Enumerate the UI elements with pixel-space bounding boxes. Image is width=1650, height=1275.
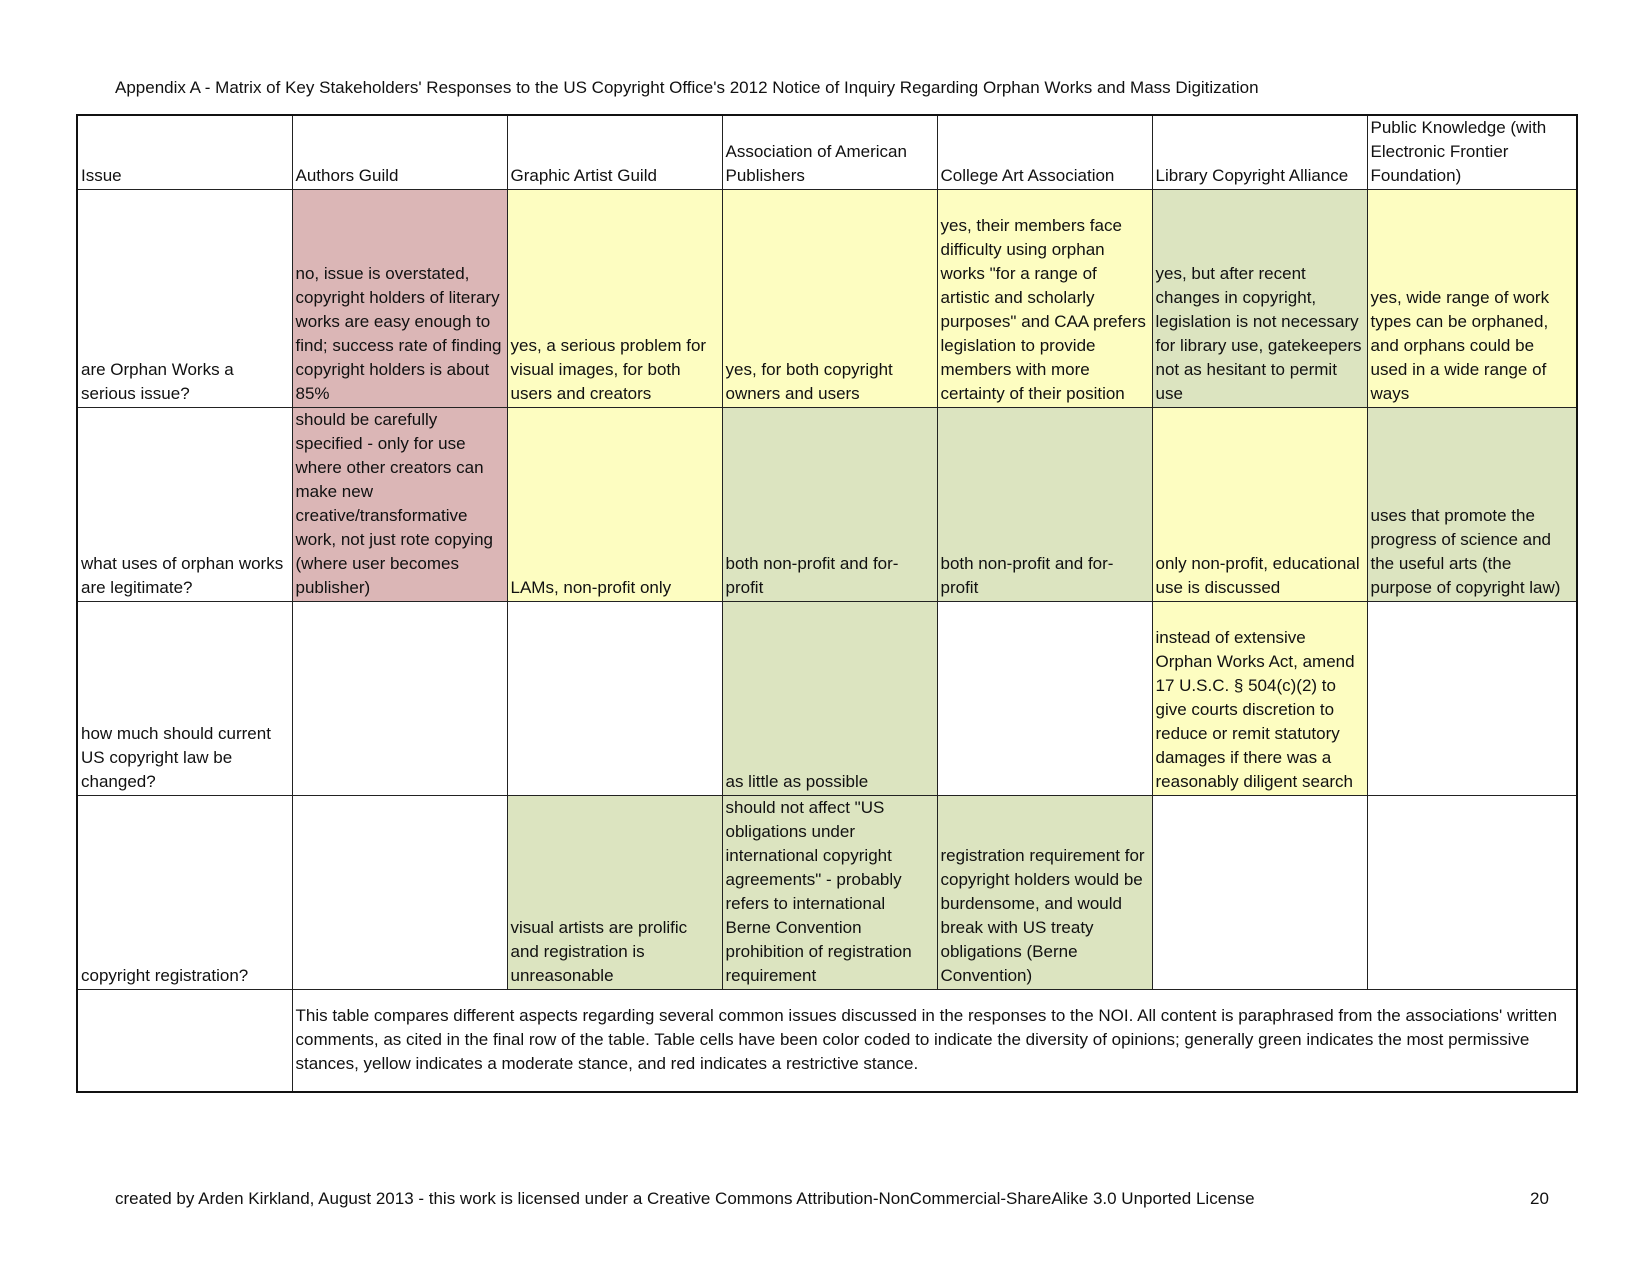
- table-row: [77, 190, 1577, 408]
- table-row: [77, 796, 1577, 990]
- table-cell: [1152, 796, 1367, 990]
- issue-cell: are Orphan Works a serious issue?: [77, 190, 292, 408]
- issue-cell: what uses of orphan works are legitimate?: [77, 408, 292, 602]
- table-cell: yes, a serious problem for visual images, for both users and creators: [507, 190, 722, 408]
- table-cell: [1367, 602, 1577, 796]
- header-library-copyright-alliance: Library Copyright Alliance: [1152, 115, 1367, 190]
- table-note-row: [77, 990, 1577, 1093]
- table-cell: [292, 796, 507, 990]
- table-cell: uses that promote the progress of science and the useful arts (the purpose of copyright law): [1367, 408, 1577, 602]
- header-issue: Issue: [77, 115, 292, 190]
- table-cell: yes, wide range of work types can be orphaned, and orphans could be used in a wide range of ways: [1367, 190, 1577, 408]
- table-cell: should be carefully specified - only for use where other creators can make new creative/transformative work, not just rote copying (where user becomes publisher): [292, 408, 507, 602]
- table-cell: [507, 602, 722, 796]
- header-association-of-american-publishers: Association of American Publishers: [722, 115, 937, 190]
- page-title: Appendix A - Matrix of Key Stakeholders' Responses to the US Copyright Office's 2012 Notice of Inquiry Regarding Orphan Works and Mass Digitization: [115, 78, 1259, 97]
- note-blank-cell: [77, 990, 292, 1093]
- table-cell: [292, 602, 507, 796]
- issue-cell: copyright registration?: [77, 796, 292, 990]
- footer-license-text: created by Arden Kirkland, August 2013 - this work is licensed under a Creative Commons Attribution-NonCommercial-ShareAlike 3.0 Unported License: [115, 1189, 1255, 1208]
- table-cell: yes, for both copyright owners and users: [722, 190, 937, 408]
- stakeholder-matrix-table: [76, 114, 1578, 1093]
- table-note: This table compares different aspects regarding several common issues discussed in the responses to the NOI. All content is paraphrased from the associations' written comments, as cited in the final row of the table. Table cells have been color coded to indicate the diversity of opinions; generally green indicates the most permissive stances, yellow indicates a moderate stance, and red indicates a restrictive stance.: [292, 990, 1577, 1093]
- header-public-knowledge: Public Knowledge (with Electronic Frontier Foundation): [1367, 115, 1577, 190]
- table-cell: LAMs, non-profit only: [507, 408, 722, 602]
- table-cell: no, issue is overstated, copyright holders of literary works are easy enough to find; success rate of finding copyright holders is about 85%: [292, 190, 507, 408]
- header-college-art-association: College Art Association: [937, 115, 1152, 190]
- table-cell: instead of extensive Orphan Works Act, amend 17 U.S.C. § 504(c)(2) to give courts discretion to reduce or remit statutory damages if there was a reasonably diligent search: [1152, 602, 1367, 796]
- table-cell: as little as possible: [722, 602, 937, 796]
- table-row: [77, 408, 1577, 602]
- table-cell: only non-profit, educational use is discussed: [1152, 408, 1367, 602]
- table-cell: should not affect "US obligations under international copyright agreements" - probably refers to international Berne Convention prohibition of registration requirement: [722, 796, 937, 990]
- table-cell: visual artists are prolific and registration is unreasonable: [507, 796, 722, 990]
- table-cell: both non-profit and for-profit: [937, 408, 1152, 602]
- header-graphic-artist-guild: Graphic Artist Guild: [507, 115, 722, 190]
- table-cell: yes, but after recent changes in copyright, legislation is not necessary for library use, gatekeepers not as hesitant to permit use: [1152, 190, 1367, 408]
- table-row: [77, 602, 1577, 796]
- table-cell: yes, their members face difficulty using orphan works "for a range of artistic and scholarly purposes" and CAA prefers legislation to provide members with more certainty of their position: [937, 190, 1152, 408]
- issue-cell: how much should current US copyright law be changed?: [77, 602, 292, 796]
- table-header-row: [77, 115, 1577, 190]
- table-cell: both non-profit and for-profit: [722, 408, 937, 602]
- header-authors-guild: Authors Guild: [292, 115, 507, 190]
- table-cell: [1367, 796, 1577, 990]
- table-cell: registration requirement for copyright holders would be burdensome, and would break with US treaty obligations (Berne Convention): [937, 796, 1152, 990]
- table-cell: [937, 602, 1152, 796]
- page-number: 20: [1530, 1189, 1549, 1208]
